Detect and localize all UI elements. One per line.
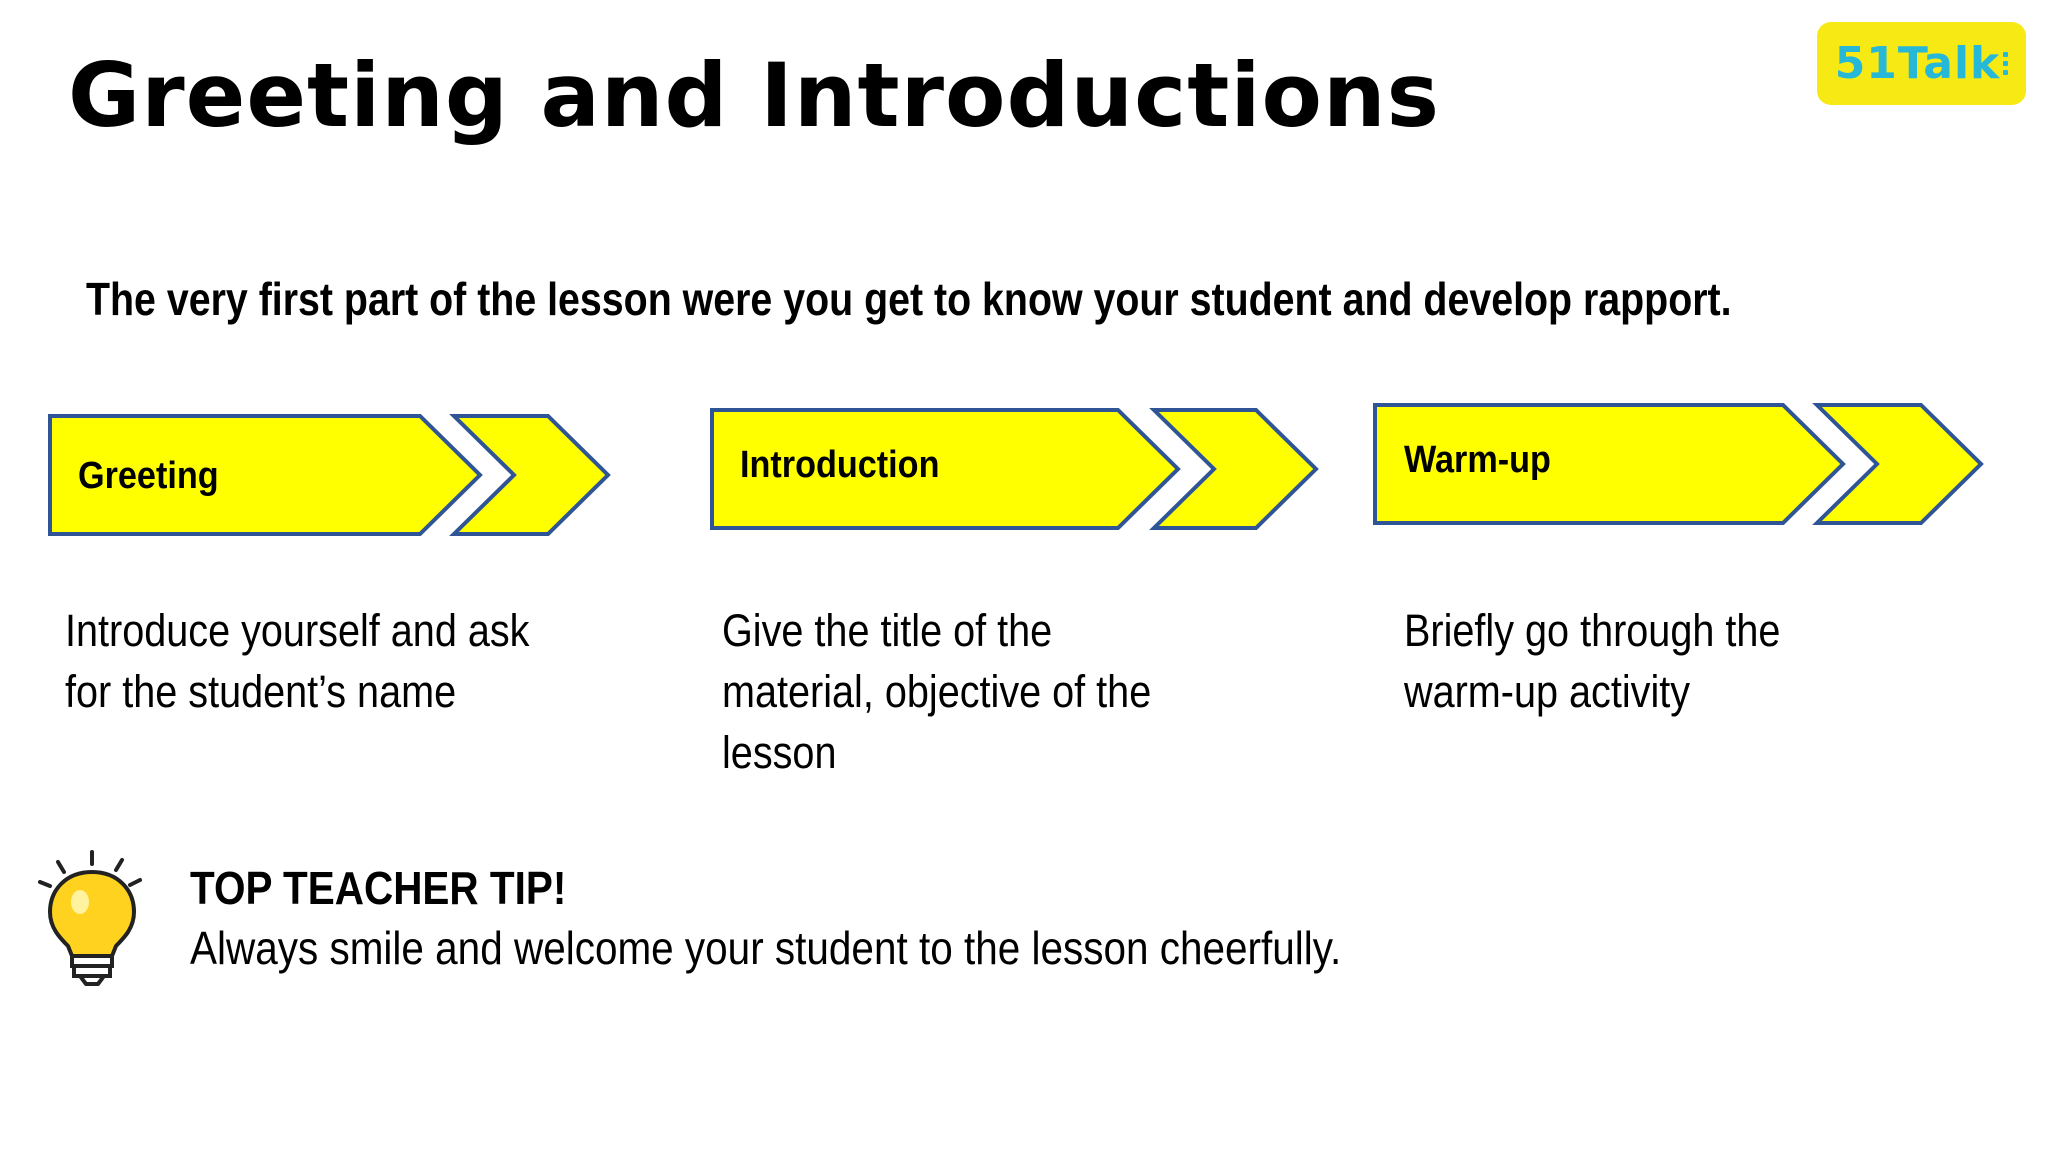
description-line: material, objective of the [722,666,1152,717]
step-description-warm-up [1404,600,1780,722]
tip-heading: TOP TEACHER TIP! [190,862,567,914]
step-warm-up [1373,403,1983,525]
step-label: Introduction [740,444,940,486]
step-introduction [710,408,1318,530]
step-description-greeting [65,600,529,722]
step-greeting [48,414,610,536]
step-description-introduction [722,600,1151,783]
description-line: Give the title of the [722,605,1053,656]
slide-title: Greeting and Introductions [68,44,1440,147]
description-line: lesson [722,727,837,778]
tip-text: Always smile and welcome your student to the lesson cheerfully. [190,922,1342,974]
step-label: Greeting [78,455,219,497]
step-label: Warm-up [1404,439,1551,481]
lightbulb-icon [36,848,144,988]
brand-logo [1817,22,2026,105]
slide-subtitle: The very first part of the lesson were you get to know your student and develop rapport. [86,273,1732,325]
description-line: Introduce yourself and ask [65,605,530,656]
logo-mark-icon [2003,52,2008,75]
description-line: Briefly go through the [1404,605,1781,656]
description-line: warm-up activity [1404,666,1691,717]
logo-text: 51Talk [1834,38,2001,89]
description-line: for the student’s name [65,666,457,717]
